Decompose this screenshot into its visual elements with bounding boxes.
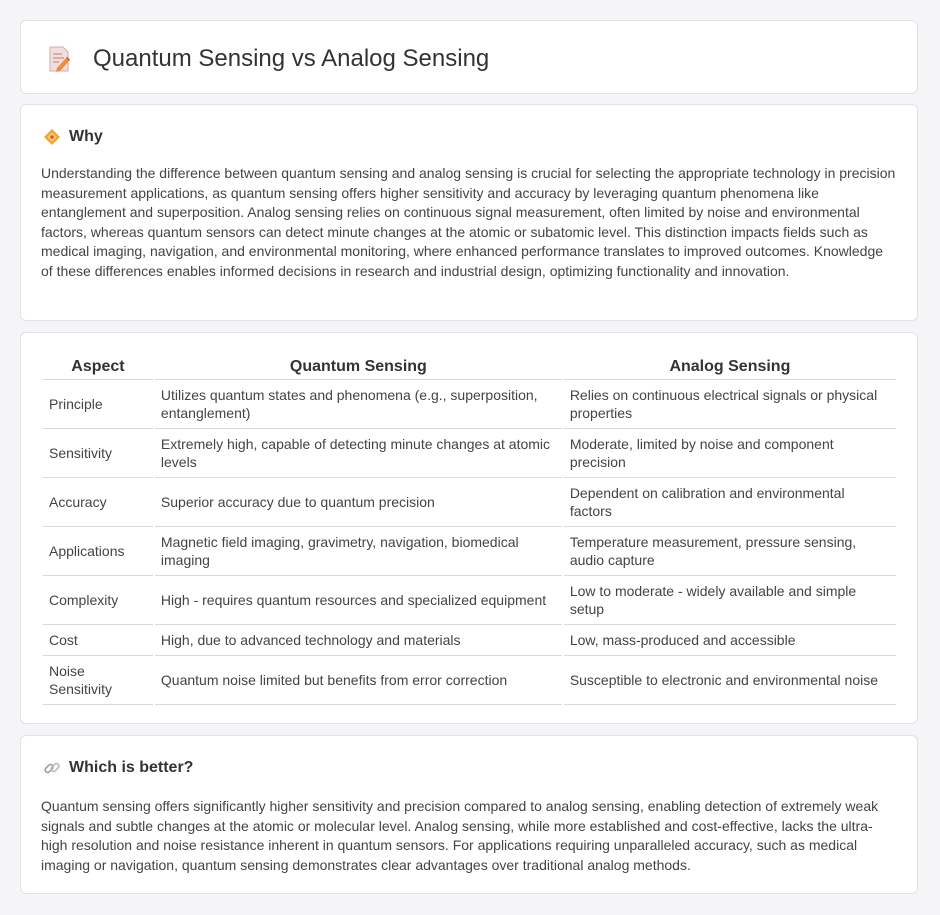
column-header-quantum: Quantum Sensing (155, 353, 562, 380)
column-header-aspect: Aspect (43, 353, 153, 380)
table-row (43, 478, 896, 527)
cell-analog: Relies on continuous electrical signals or physical properties (564, 380, 896, 429)
cell-aspect: Noise Sensitivity (43, 656, 153, 705)
table-row (43, 527, 896, 576)
comparison-table (41, 353, 898, 705)
why-heading: Why (69, 128, 103, 145)
cell-analog: Susceptible to electronic and environmental noise (564, 656, 896, 705)
better-text: Quantum sensing offers significantly higher sensitivity and precision compared to analog sensing, enabling detection of extremely weak signals and subtle changes at the atomic or molecular level. Analog sensing, while more established and cost-effective, lacks the ultra-high resolution and noise resistance inherent in quantum sensors. For applications requiring unparalleled accuracy, such as medical imaging or navigation, quantum sensing demonstrates clear advantages over traditional analog methods. (41, 798, 879, 873)
table-row (43, 656, 896, 705)
cell-quantum: High, due to advanced technology and materials (155, 625, 562, 656)
table-row (43, 380, 896, 429)
better-heading: Which is better? (69, 759, 194, 776)
cell-quantum: Quantum noise limited but benefits from error correction (155, 656, 562, 705)
cell-quantum: Utilizes quantum states and phenomena (e.g., superposition, entanglement) (155, 380, 562, 429)
cell-analog: Temperature measurement, pressure sensing, audio capture (564, 527, 896, 576)
table-row (43, 429, 896, 478)
why-heading-row (43, 127, 103, 147)
cell-quantum: Superior accuracy due to quantum precision (155, 478, 562, 527)
cell-analog: Low, mass-produced and accessible (564, 625, 896, 656)
why-text: Understanding the difference between quantum sensing and analog sensing is crucial for selecting the appropriate technology in precision measurement applications, as quantum sensing offers higher sensitivity and accuracy by leveraging quantum phenomena like entanglement and superposition. Analog sensing relies on continuous signal measurement, often limited by noise and environmental factors, whereas quantum sensors can detect minute changes at the atomic or subatomic level. This distinction impacts fields such as medical imaging, navigation, and environmental monitoring, where enhanced performance translates to improved outcomes. Knowledge of these differences enables informed decisions in research and industrial design, optimizing functionality and innovation. (41, 165, 896, 279)
table-header-row (43, 353, 896, 380)
cell-quantum: High - requires quantum resources and specialized equipment (155, 576, 562, 625)
cell-aspect: Complexity (43, 576, 153, 625)
page-title: Quantum Sensing vs Analog Sensing (93, 45, 490, 72)
cell-quantum: Magnetic field imaging, gravimetry, navigation, biomedical imaging (155, 527, 562, 576)
table-row (43, 576, 896, 625)
cell-aspect: Sensitivity (43, 429, 153, 478)
cell-aspect: Principle (43, 380, 153, 429)
cell-aspect: Accuracy (43, 478, 153, 527)
cell-aspect: Cost (43, 625, 153, 656)
better-heading-row (43, 758, 193, 778)
cell-analog: Dependent on calibration and environmental factors (564, 478, 896, 527)
header-card (20, 20, 918, 94)
cell-quantum: Extremely high, capable of detecting minute changes at atomic levels (155, 429, 562, 478)
column-header-analog: Analog Sensing (564, 353, 896, 380)
diamond-icon (43, 128, 61, 146)
link-icon (43, 759, 61, 777)
which-is-better-section (20, 735, 918, 894)
comparison-section (20, 332, 918, 724)
cell-analog: Moderate, limited by noise and component precision (564, 429, 896, 478)
cell-analog: Low to moderate - widely available and simple setup (564, 576, 896, 625)
why-section (20, 104, 918, 321)
cell-aspect: Applications (43, 527, 153, 576)
table-row (43, 625, 896, 656)
document-pencil-icon (47, 45, 71, 73)
